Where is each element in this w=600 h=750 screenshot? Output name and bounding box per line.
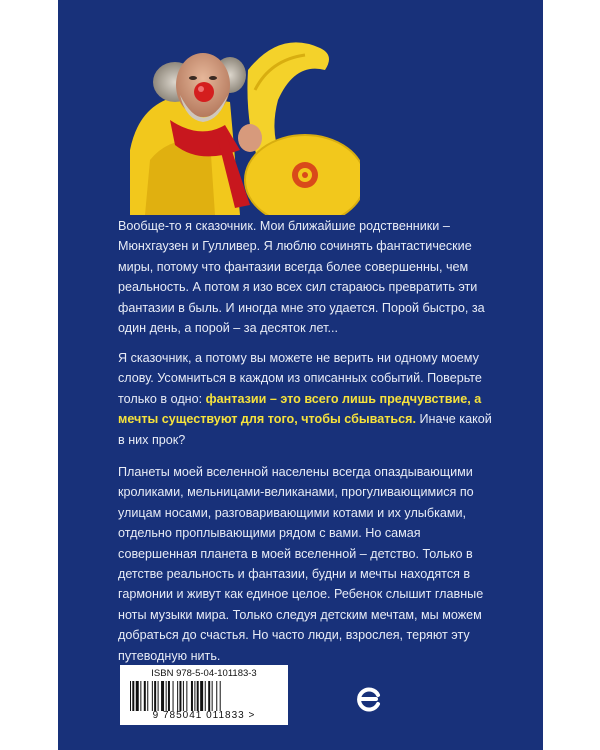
barcode-bar bbox=[177, 681, 178, 711]
barcode-bar bbox=[132, 681, 134, 711]
barcode-bar bbox=[205, 681, 206, 711]
barcode-bar bbox=[191, 681, 193, 711]
paragraph-childhood: Планеты моей вселенной населены всегда опаздывающими кроликами, мельницами-великанами, прогуливающимися по улицам носами, разговаривающими котами и их улыбками, отдельно проплывающими рядом с вами. Но самая совершенная планета в моей вселенной – детство. Только в детстве реальность и фантазии, будни и мечты находятся в гармонии и живут как единое целое. Ребенок слышит главные ноты музыки мира. Только следуя детским мечтам, мы можем добраться до счастья. Но часто люди, взрослея, теряют эту путеводную нить. bbox=[118, 465, 484, 663]
paragraph-believe-end: Иначе какой в них прок? bbox=[118, 412, 492, 447]
barcode-bar bbox=[130, 681, 131, 711]
highlighted-quote: фантазии – это всего лишь предчувствие, а мечты существуют для того, чтобы сбываться. bbox=[118, 391, 482, 427]
barcode-bar bbox=[173, 681, 174, 711]
barcode-bar bbox=[140, 681, 141, 711]
barcode-bar bbox=[220, 681, 221, 711]
barcode-bar bbox=[186, 681, 187, 711]
barcode-bar bbox=[144, 681, 146, 711]
clown-photo bbox=[130, 30, 360, 215]
barcode-bar bbox=[216, 681, 217, 711]
paragraph-intro: Вообще-то я сказочник. Мои ближайшие родственники – Мюнхгаузен и Гулливер. Я люблю сочинять фантастические миры, потому что фантазии всегда более совершенны, чем реальность. А потом я изо всех сил стараюсь превратить эти фантазии в быль. И иногда мне это удается. Порой быстро, за один день, а порой – за десяток лет... bbox=[118, 219, 485, 336]
barcode-number: 9 785041 011833 > bbox=[152, 710, 256, 721]
barcode-bar bbox=[158, 681, 159, 711]
isbn-label: ISBN 978-5-04-101183-3 bbox=[151, 668, 257, 679]
barcode-bar bbox=[166, 681, 167, 711]
barcode-icon bbox=[130, 681, 278, 711]
barcode-bar bbox=[200, 681, 203, 711]
barcode-bar bbox=[154, 681, 156, 711]
barcode-bar bbox=[197, 681, 199, 711]
barcode-bar bbox=[136, 681, 139, 711]
paragraph-believe bbox=[118, 348, 498, 450]
paragraph-believe-start: Я сказочник, а потому вы можете не верить ни одному моему слову. Усомниться в каждом из описанных событий. Поверьте только в одно: bbox=[118, 351, 482, 406]
barcode-bar bbox=[194, 681, 195, 711]
barcode-bar bbox=[212, 681, 213, 711]
publisher-logo-icon bbox=[354, 684, 384, 714]
clown-illustration bbox=[130, 30, 360, 215]
barcode-bar bbox=[147, 681, 148, 711]
barcode-bar bbox=[152, 681, 153, 711]
back-cover bbox=[58, 0, 543, 750]
barcode-bar bbox=[168, 681, 170, 711]
barcode-bar bbox=[183, 681, 184, 711]
barcode-bar bbox=[161, 681, 164, 711]
barcode-bar bbox=[208, 681, 210, 711]
isbn-barcode-box bbox=[120, 665, 288, 725]
barcode-bar bbox=[179, 681, 181, 711]
